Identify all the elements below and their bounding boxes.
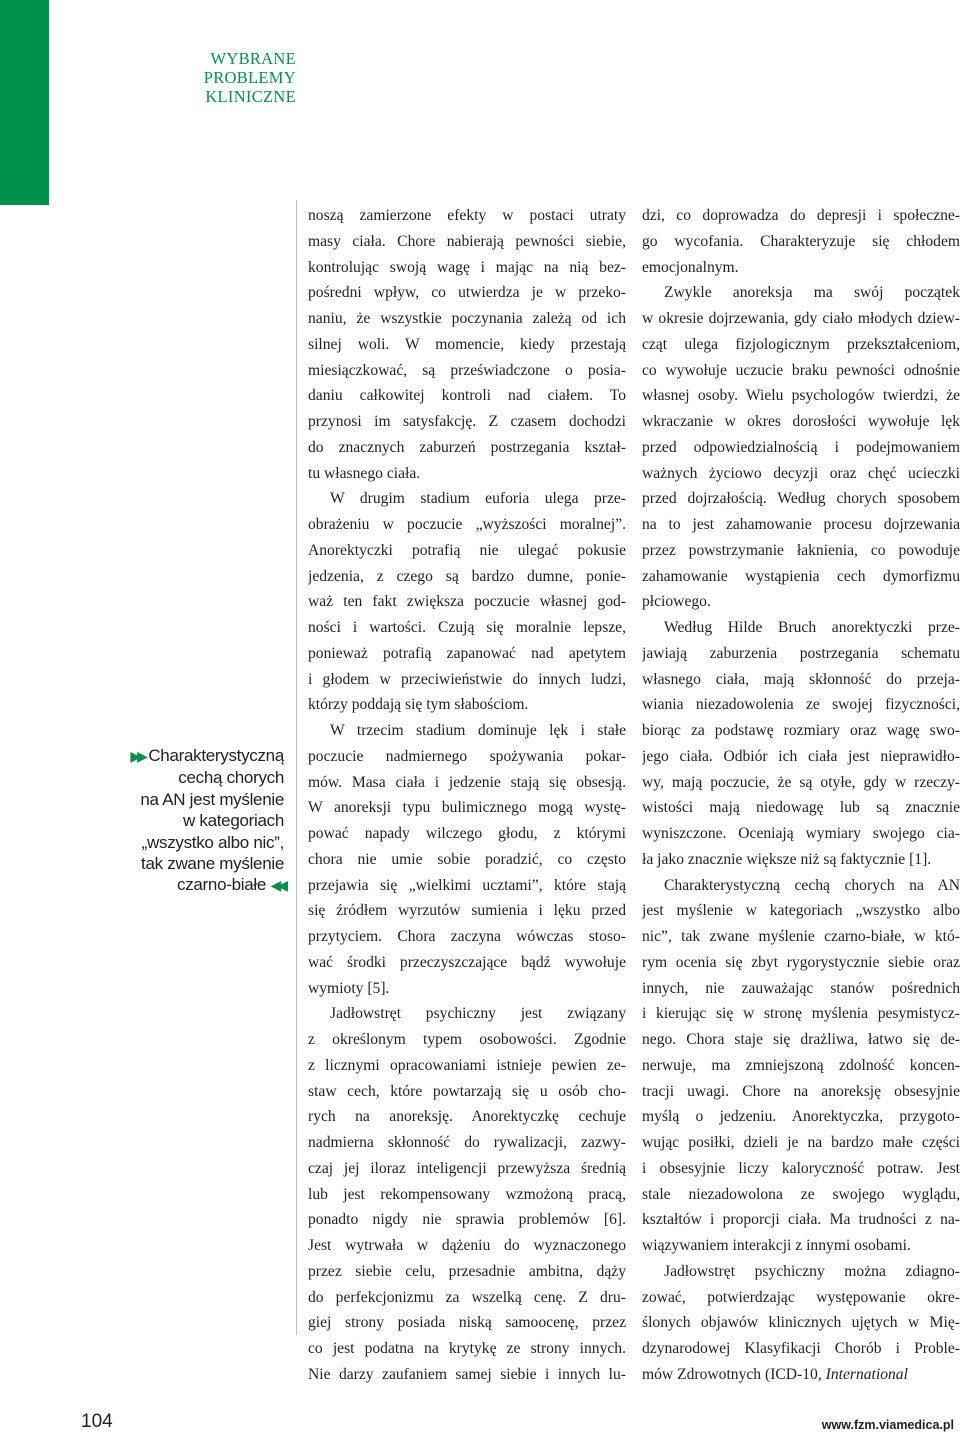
pullquote-line: czarno-białe xyxy=(177,875,267,895)
text-line: dzi, co doprowadza do depresji i społeczne- xyxy=(642,207,960,224)
text-line: i głodem w przeciwieństwie do innych ludzi, xyxy=(308,670,626,688)
page-number: 104 xyxy=(81,1411,113,1432)
pullquote xyxy=(112,745,284,897)
text-line: ności i wartości. Czują się moralnie lepsze, xyxy=(308,619,626,636)
text-line: myślą o jedzeniu. Anorektyczka, przygoto- xyxy=(642,1108,960,1126)
text-line: silnej woli. W momencie, kiedy przestają xyxy=(308,335,626,353)
double-left-triangle-icon: ◀◀ xyxy=(270,877,284,894)
section-title-line: WYBRANE xyxy=(210,49,296,68)
text-line: mów. Masa ciała i jedzenie stają się obsesją. xyxy=(308,773,626,791)
text-line: nic”, tak zwane myślenie czarno-białe, w któ- xyxy=(642,928,960,945)
text-line: wymioty [5]. xyxy=(308,979,390,997)
text-line: co wywołuje uczucie braku pewności odnośnie xyxy=(642,361,960,379)
text-line: nego. Chora staje się drażliwa, łatwo się de- xyxy=(642,1031,960,1048)
text-line: poczucie nadmiernego spożywania pokar- xyxy=(308,747,626,765)
text-line: kształtów i proporcji ciała. Ma trudności z na- xyxy=(642,1211,960,1229)
text-line: Jadłowstręt psychiczny jest związany xyxy=(330,1005,626,1023)
text-line: wując posiłki, dzieli je na bardzo małe części xyxy=(642,1134,960,1151)
text-line: jawiają zaburzenia postrzegania schematu xyxy=(642,644,960,662)
text-line: stale niezadowolona ze swojego wyglądu, xyxy=(642,1185,960,1203)
text-line: przejawia się „wielkimi ucztami”, które stają xyxy=(308,876,626,894)
pullquote-line: „wszystko albo nic”, xyxy=(141,832,284,852)
text-line: tracji uwagi. Chore na anoreksję obsesyjnie xyxy=(642,1082,960,1100)
text-line: Charakterystyczną cechą chorych na AN xyxy=(664,876,960,894)
text-line: cząt ulega fizjologicznym przekształceniom, xyxy=(642,335,960,353)
text-line: daniu całkowitej kontroli nad ciałem. To xyxy=(308,387,626,405)
text-line: jest myślenie w kategoriach „wszystko albo xyxy=(642,902,960,920)
text-line: W anoreksji typu bulimicznego mogą wystę- xyxy=(308,799,626,817)
text-line: w okresie dojrzewania, gdy ciało młodych dziew- xyxy=(642,310,960,327)
text-line: staw cech, które powtarzają się u osób cho- xyxy=(308,1082,626,1100)
text-line: którzy poddają się tym słabościom. xyxy=(308,696,529,714)
text-line: przed odpowiedzialnością i podejmowaniem xyxy=(642,438,960,456)
body-column-right xyxy=(642,203,960,1388)
text-line: wy, mają poczucie, że są otyłe, gdy w rzeczy- xyxy=(642,773,960,791)
text-line: noszą zamierzone efekty w postaci utraty xyxy=(308,207,626,224)
text-line: kontrolując swoją wagę i mając na nią bez- xyxy=(308,258,626,276)
text-line: innych, nie zauważając stanów pośrednich xyxy=(642,979,960,997)
text-line: obrażeniu w poczucie „wyższości moralnej”. xyxy=(308,516,626,533)
text-line: nadmierna skłonność do rywalizacji, zazwy- xyxy=(308,1134,626,1151)
text-line xyxy=(642,1362,960,1388)
text-line: czaj jej iloraz inteligencji przewyższa średnią xyxy=(308,1159,626,1177)
text-line: ponieważ potrafią zapanować nad apetytem xyxy=(308,644,626,662)
text-line: rych na anoreksję. Anorektyczkę cechuje xyxy=(308,1108,626,1126)
section-title-line: PROBLEMY xyxy=(203,68,296,87)
text-line: zować, potwierdzając występowanie okre- xyxy=(642,1288,960,1306)
text-line: wiania niezadowolenia ze swojej fizyczności, xyxy=(642,696,960,714)
text-line: wkraczanie w okres dorosłości wywołuje lęk xyxy=(642,413,960,430)
text-line: ponadto nigdy nie sprawia problemów [6]. xyxy=(308,1211,626,1229)
text-line: z określonym typem osobowości. Zgodnie xyxy=(308,1031,626,1048)
text-line: własnej osoby. Wielu psychologów twierdzi, że xyxy=(642,387,960,405)
pullquote-line: Charakterystyczną xyxy=(148,746,284,765)
column-divider xyxy=(296,200,297,1335)
text-line: i obsesyjnie liczy kaloryczność potraw. Jest xyxy=(642,1159,960,1177)
text-line: co jest podatna na krytykę ze strony innych. xyxy=(308,1340,626,1357)
text-line: jedzenia, z czego są bardzo dumne, ponie- xyxy=(308,567,626,585)
pullquote-line: tak zwane myślenie xyxy=(141,854,284,874)
pullquote-line: w kategoriach xyxy=(183,811,284,831)
text-line: Zwykle anoreksja ma swój początek xyxy=(664,284,960,302)
body-column-left xyxy=(308,203,626,1388)
text-line: chora nie umie sobie poradzić, co często xyxy=(308,850,626,868)
text-line: płciowego. xyxy=(642,593,711,611)
text-line: ślonych objawów klinicznych ujętych w Mię- xyxy=(642,1314,960,1332)
website-url: www.fzm.viamedica.pl xyxy=(821,1418,954,1432)
text-line: ła jako znacznie większe niż są faktycznie [1]. xyxy=(642,850,932,868)
text-line: waż ten fakt zwiększa poczucie własnej god- xyxy=(308,593,626,611)
text-line: emocjonalnym. xyxy=(642,258,739,276)
text-line: Jadłowstręt psychiczny można zdiagno- xyxy=(664,1262,960,1280)
text-line: ważnych życiowo decyzji oraz chęć ucieczki xyxy=(642,464,960,482)
text-line: własnego ciała, mają skłonność do przeja- xyxy=(642,670,960,688)
text-line: tu własnego ciała. xyxy=(308,464,421,482)
text-line: zahamowanie wystąpienia cech dymorfizmu xyxy=(642,567,960,585)
text-line: dzynarodowej Klasyfikacji Chorób i Proble- xyxy=(642,1340,960,1357)
text-line: i kierując się w stronę myślenia pesymistycz- xyxy=(642,1005,960,1023)
text-line: z licznymi opracowaniami istnieje pewien ze- xyxy=(308,1056,626,1074)
text-line: Anorektyczki potrafią nie ulegać pokusie xyxy=(308,541,626,559)
pullquote-first-line xyxy=(112,745,284,767)
text-line: naniu, że wszystkie poczynania zależą od ich xyxy=(308,310,626,327)
text-line: nerwuje, ma zmniejszoną zdolność koncen- xyxy=(642,1056,960,1074)
section-title-line: KLINICZNE xyxy=(205,87,296,106)
section-color-bar xyxy=(0,0,49,205)
text-line: do perfekcjonizmu za wszelką cenę. Z dru- xyxy=(308,1288,626,1306)
text-line: lub jest rekompensowany wzmożoną pracą, xyxy=(308,1185,626,1203)
text-line: przytyciem. Chora zaczyna wówczas stoso- xyxy=(308,928,626,945)
text-line: miesiączkować, są przeświadczone o posia- xyxy=(308,361,626,379)
double-right-triangle-icon: ▶▶ xyxy=(130,748,144,764)
text-line: Według Hilde Bruch anorektyczki prze- xyxy=(664,619,960,636)
text-line-italic: International xyxy=(825,1365,908,1383)
text-line: W drugim stadium euforia ulega prze- xyxy=(330,490,626,508)
text-line: wistości mają niedowagę lub są znacznie xyxy=(642,799,960,817)
text-line: go wycofania. Charakteryzuje się chłodem xyxy=(642,232,960,250)
text-line: biorąc za podstawę rozmiary oraz wagę swo- xyxy=(642,722,960,739)
text-line: pośredni wpływ, co utwierdza je w przeko- xyxy=(308,284,626,302)
text-line: Nie darzy zaufaniem samej siebie i innych lu- xyxy=(308,1365,626,1383)
text-line: wiązywaniem interakcji z innymi osobami. xyxy=(642,1237,911,1254)
text-line: masy ciała. Chore nabierają pewności siebie, xyxy=(308,232,626,250)
text-line: Jest wytrwała w dążeniu do wyznaczonego xyxy=(308,1237,626,1254)
text-line: giej strony posiada niską samoocenę, przez xyxy=(308,1314,626,1332)
section-title xyxy=(150,49,296,106)
text-line: rym ocenia się zbyt rygorystycznie siebie oraz xyxy=(642,953,960,971)
text-line-body: mów Zdrowotnych (ICD-10, xyxy=(642,1365,826,1383)
text-line: wać środki przeczyszczające bądź wywołuje xyxy=(308,953,626,971)
text-line: pować napady wilczego głodu, z którymi xyxy=(308,825,626,842)
text-line: wyniszczone. Oceniają wymiary swojego cia- xyxy=(642,825,960,842)
text-line: jego ciała. Odbiór ich ciała jest nieprawidło- xyxy=(642,747,960,765)
text-line: przez powstrzymanie łaknienia, co powoduje xyxy=(642,541,960,559)
text-line: przed dojrzałością. Według chorych sposobem xyxy=(642,490,960,508)
text-line: się źródłem wyrzutów sumienia i lęku przed xyxy=(308,902,626,920)
text-line: na to jest zahamowanie procesu dojrzewania xyxy=(642,516,960,533)
text-line: do znacznych zaburzeń postrzegania kształ- xyxy=(308,438,626,456)
text-line: przynosi im satysfakcję. Z czasem dochodzi xyxy=(308,413,626,430)
pullquote-line: na AN jest myślenie xyxy=(140,789,284,809)
text-line: W trzecim stadium dominuje lęk i stałe xyxy=(330,722,626,739)
text-line: przez siebie celu, przesadnie ambitna, dąży xyxy=(308,1262,626,1280)
pullquote-line: cechą chorych xyxy=(178,768,284,788)
pullquote-last-line xyxy=(112,874,284,896)
